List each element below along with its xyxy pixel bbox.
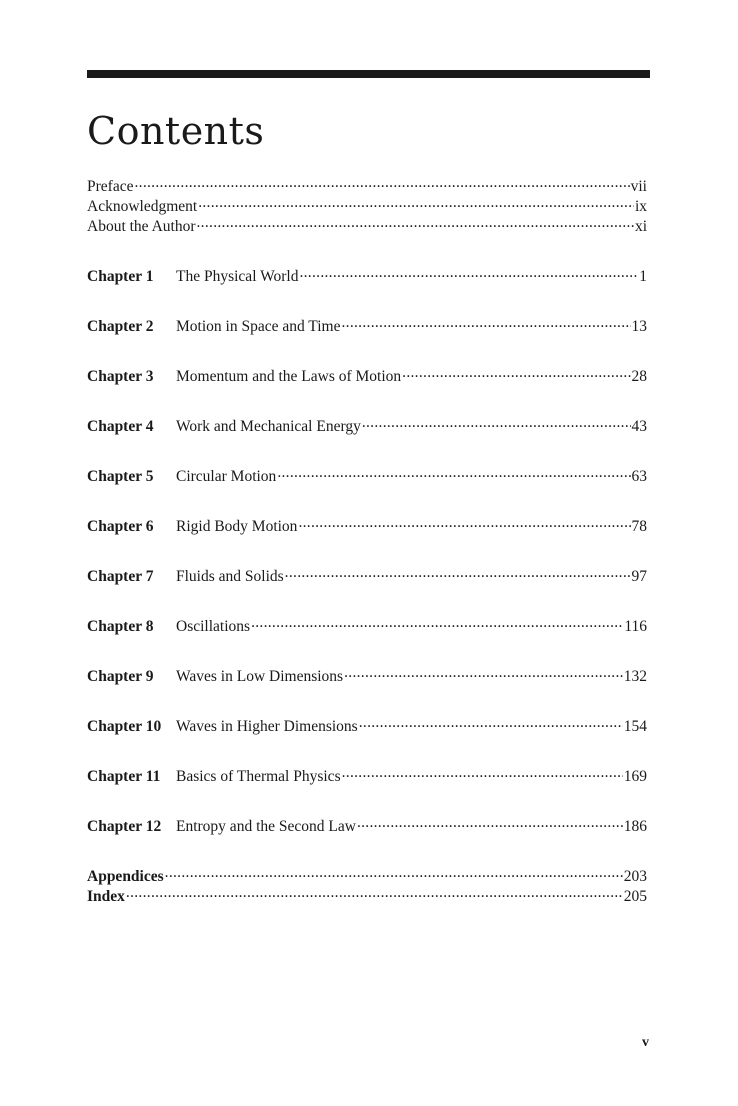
chapter-page: 13	[631, 318, 647, 335]
toc-entry-chapter[interactable]	[87, 767, 647, 787]
dot-leader	[251, 617, 623, 631]
toc-entry-chapter[interactable]	[87, 717, 647, 737]
chapter-number: Chapter 3	[87, 368, 154, 385]
dot-leader	[362, 417, 631, 431]
toc-entry-front[interactable]	[87, 197, 647, 217]
chapter-number: Chapter 2	[87, 318, 154, 335]
toc-list	[87, 177, 647, 907]
dot-leader	[357, 817, 623, 831]
toc-entry-page: 203	[623, 868, 647, 885]
chapter-title: Waves in Low Dimensions	[176, 668, 344, 685]
dot-leader	[298, 517, 630, 531]
dot-leader	[341, 317, 630, 331]
dot-leader	[359, 717, 623, 731]
contents-page	[87, 70, 650, 905]
chapter-number: Chapter 4	[87, 418, 154, 435]
chapter-number: Chapter 8	[87, 618, 154, 635]
chapter-number: Chapter 1	[87, 268, 154, 285]
dot-leader	[134, 177, 629, 191]
toc-entry-label: About the Author	[87, 218, 196, 235]
toc-entry-label: Acknowledgment	[87, 198, 198, 215]
chapter-title: Work and Mechanical Energy	[176, 418, 361, 435]
chapter-page: 132	[623, 668, 647, 685]
chapter-page: 97	[631, 568, 647, 585]
chapter-page: 28	[631, 368, 647, 385]
chapter-title: Oscillations	[176, 618, 251, 635]
toc-entry-chapter[interactable]	[87, 467, 647, 487]
chapter-title: Fluids and Solids	[176, 568, 284, 585]
toc-entry-chapter[interactable]	[87, 567, 647, 587]
toc-entry-label: Index	[87, 888, 125, 905]
dot-leader	[198, 197, 634, 211]
dot-leader	[277, 467, 630, 481]
toc-entry-page: xi	[634, 218, 647, 235]
toc-entry-back[interactable]	[87, 867, 647, 887]
chapter-title: Basics of Thermal Physics	[176, 768, 341, 785]
chapter-title: Waves in Higher Dimensions	[176, 718, 358, 735]
chapter-page: 116	[624, 618, 647, 635]
toc-entry-label: Appendices	[87, 868, 164, 885]
toc-entry-back[interactable]	[87, 887, 647, 907]
chapter-page: 78	[631, 518, 647, 535]
dot-leader	[402, 367, 630, 381]
chapter-number: Chapter 11	[87, 768, 161, 785]
chapter-number: Chapter 10	[87, 718, 162, 735]
chapter-title: Momentum and the Laws of Motion	[176, 368, 402, 385]
chapter-page: 63	[631, 468, 647, 485]
chapter-number: Chapter 5	[87, 468, 154, 485]
dot-leader	[285, 567, 631, 581]
chapter-title: Rigid Body Motion	[176, 518, 298, 535]
chapter-page: 43	[631, 418, 647, 435]
toc-entry-page: 205	[623, 888, 647, 905]
toc-entry-chapter[interactable]	[87, 667, 647, 687]
page-title: Contents	[87, 109, 265, 153]
toc-entry-chapter[interactable]	[87, 817, 647, 837]
toc-entry-chapter[interactable]	[87, 417, 647, 437]
chapter-number: Chapter 12	[87, 818, 162, 835]
chapter-number: Chapter 7	[87, 568, 154, 585]
dot-leader	[299, 267, 638, 281]
toc-entry-front[interactable]	[87, 217, 647, 237]
toc-entry-front[interactable]	[87, 177, 647, 197]
chapter-page: 186	[623, 818, 647, 835]
toc-entry-chapter[interactable]	[87, 317, 647, 337]
dot-leader	[344, 667, 623, 681]
chapter-number: Chapter 6	[87, 518, 154, 535]
toc-entry-chapter[interactable]	[87, 617, 647, 637]
dot-leader	[197, 217, 634, 231]
chapter-page: 154	[623, 718, 647, 735]
toc-entry-page: ix	[634, 198, 647, 215]
top-rule	[87, 70, 650, 78]
toc-entry-page: vii	[630, 178, 647, 195]
chapter-page: 169	[623, 768, 647, 785]
toc-entry-chapter[interactable]	[87, 517, 647, 537]
page-folio: v	[642, 1035, 649, 1050]
chapter-title: Entropy and the Second Law	[176, 818, 356, 835]
toc-entry-chapter[interactable]	[87, 267, 647, 287]
chapter-page: 1	[639, 268, 647, 285]
chapter-title: The Physical World	[176, 268, 299, 285]
dot-leader	[126, 887, 623, 901]
chapter-number: Chapter 9	[87, 668, 154, 685]
toc-entry-label: Preface	[87, 178, 134, 195]
chapter-title: Motion in Space and Time	[176, 318, 341, 335]
toc-entry-chapter[interactable]	[87, 367, 647, 387]
chapter-title: Circular Motion	[176, 468, 277, 485]
dot-leader	[342, 767, 623, 781]
dot-leader	[165, 867, 623, 881]
